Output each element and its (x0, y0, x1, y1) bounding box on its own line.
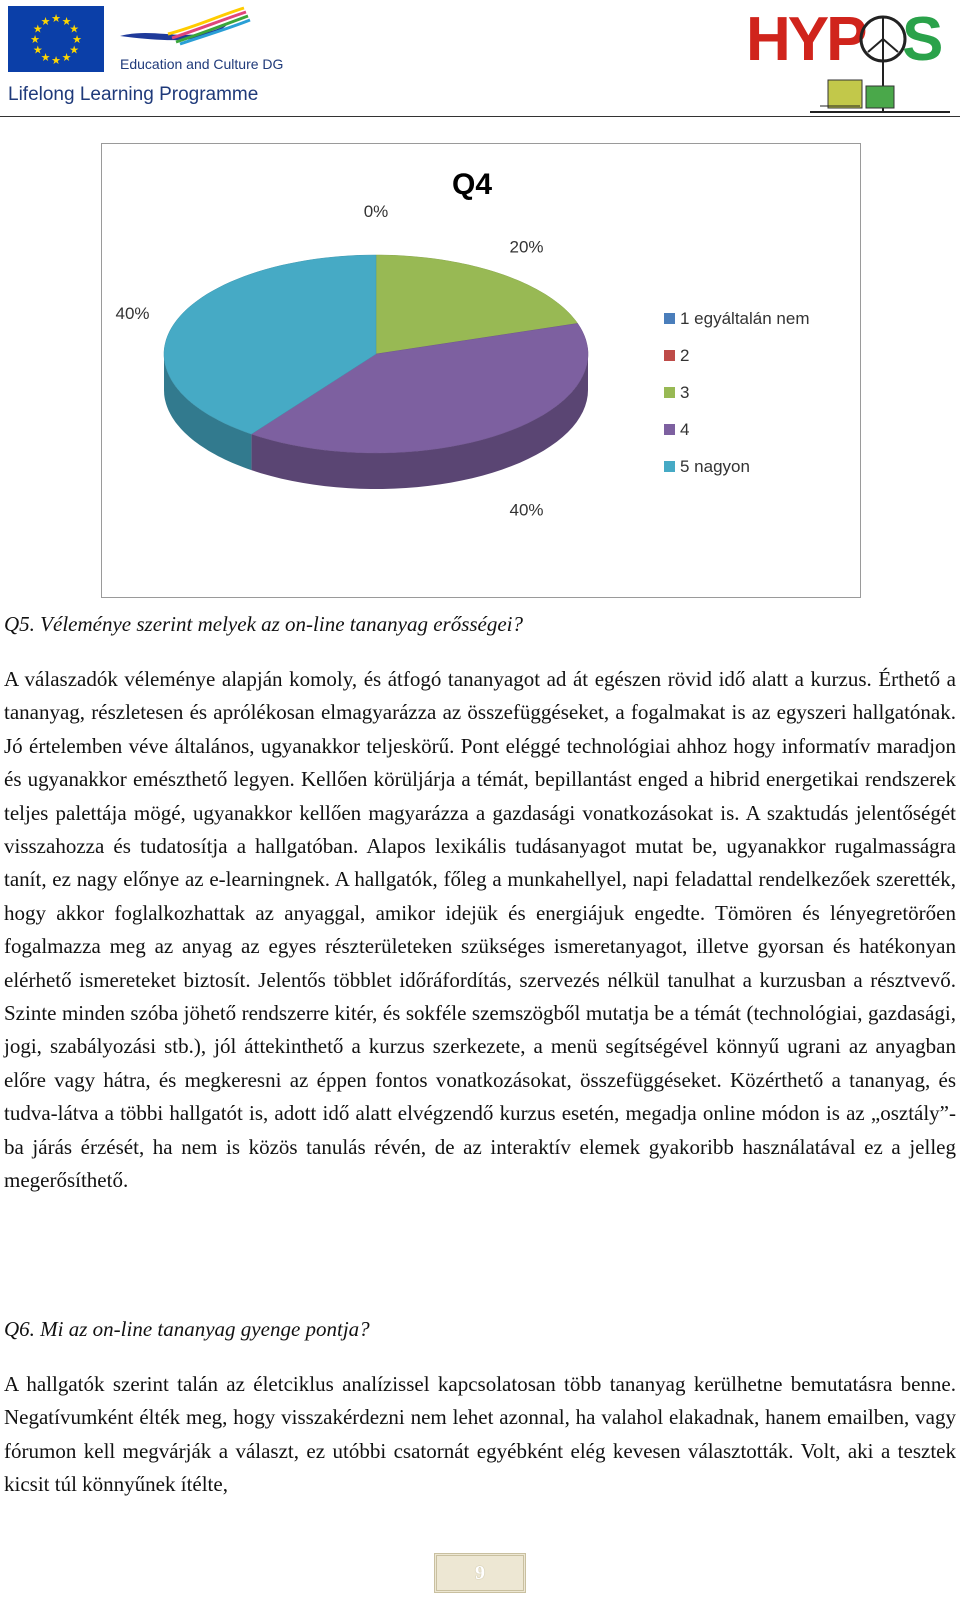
pie-data-label: 40% (115, 303, 150, 323)
eu-star-icon: ★ (40, 52, 51, 65)
page-number: 9 (434, 1553, 526, 1593)
eu-star-icon: ★ (40, 15, 51, 28)
legend-label: 3 (680, 383, 690, 402)
eu-star-icon: ★ (51, 13, 61, 25)
pie-data-label: 20% (509, 237, 544, 257)
legend-label: 4 (680, 420, 690, 439)
q6-body: A hallgatók szerint talán az életciklus analízissel kapcsolatosan több tananyag kerülhetne bemutatásra benne. Negatívumként élték meg, hogy visszakérdezni nem lehet azonnal, ha valahol elakadnak, hanem emailben, vagy fórumon kell megvárják a választ, ez utóbbi csatornát egyébként elég kevesen választották. Volt, aki a tesztek kicsit túl könnyűnek ítélte, (4, 1372, 956, 1497)
eu-star-icon: ★ (72, 34, 82, 46)
eu-flag-logo (8, 6, 104, 72)
svg-text:S: S (902, 5, 944, 74)
pie-data-label: 40% (509, 500, 544, 520)
partner-text: Education and Culture DG (120, 56, 284, 72)
eu-star-icon: ★ (30, 34, 40, 46)
legend-label: 5 nagyon (680, 457, 750, 476)
q4-chart (101, 143, 861, 598)
q6-heading: Q6. Mi az on-line tananyag gyenge pontja? (4, 1317, 370, 1341)
legend-swatch (664, 313, 675, 324)
chart-title: Q4 (451, 168, 493, 201)
eu-star-icon: ★ (69, 44, 80, 57)
legend-swatch (664, 461, 675, 472)
eu-star-icon: ★ (32, 23, 43, 36)
eu-star-icon: ★ (61, 52, 72, 65)
page-header (0, 0, 960, 118)
q5-heading: Q5. Véleménye szerint melyek az on-line tananyag erősségei? (4, 612, 524, 636)
eu-star-icon: ★ (32, 44, 43, 57)
pie-data-label: 0% (363, 202, 389, 221)
legend-label: 1 egyáltalán nem (680, 309, 810, 328)
header-rule (0, 116, 960, 117)
programme-text: Lifelong Learning Programme (8, 84, 259, 105)
eu-star-icon: ★ (51, 55, 61, 67)
legend-swatch (664, 424, 675, 435)
eu-star-icon: ★ (61, 15, 72, 28)
legend-swatch (664, 350, 675, 361)
hypos-logo (746, 2, 960, 118)
legend-swatch (664, 387, 675, 398)
legend-label: 2 (680, 346, 690, 365)
eu-star-icon: ★ (69, 23, 80, 36)
q4-pie-chart (102, 144, 860, 597)
q5-body: A válaszadók véleménye alapján komoly, és átfogó tananyagot ad át egészen rövid idő alatt a kurzus. Érthető a tananyag, részletesen és aprólékosan elmagyarázza az összefüggéseket, a fogalmakat is az egyszeri hallgatónak. Jó értelemben véve általános, ugyanakkor teljeskörű. Pont eléggé technológiai ahhoz hogy informatív maradjon és ugyanakkor emészthető legyen. Kellően körüljárja a témát, bepillantást enged a hibrid energetikai rendszerek teljes palettája mögé, ugyanakkor kellően magyarázza a gazdasági vonatkozásokat is. A szaktudás jelentőségét visszahozza és tudatosítja a hallgatóban. Alapos lexikális tudásanyagot mutat be, ugyanakkor rugalmasságra tanít, ez nagy előnye az e-learningnek. A hallgatók, főleg a munkahellyel, napi feladattal rendelkezőek szerették, hogy akkor foglalkozhattak az anyaggal, amikor idejük és energiájuk engedte. Tömören és lényegretörően fogalmazza meg az anyag az egyes részterületeken szükséges ismeretanyagot, illetve gyorsan és hatékonyan elérhető ismereteket biztosít. Jelentős többlet időráfordítás, szervezés nélkül tanulhat a kurzusban a résztvevő. Szinte minden szóba jöhető rendszerre kitér, és sokféle szemszögből mutatja be a témát (technológiai, gazdasági, jogi, szabályozási stb.), jól áttekinthető a kurzus szerkezete, a menü segítségével könnyű ugrani az anyagban előre vagy hátra, és megkeresni az éppen fontos vonatkozásokat, összefüggéseket. Közérthető a tananyag, és tudva-látva a többi hallgatót is, adott idő alatt elvégzendő kurzus esetén, megadja online módon is az „osztály”-ba járás érzését, ha nem is közös tanulás révén, de az interaktív elemek gyakoribb használatával ez a jelleg megerősíthető. (4, 667, 956, 1193)
hypos-logo-text: HYP (746, 5, 865, 74)
building-icon (828, 80, 862, 108)
